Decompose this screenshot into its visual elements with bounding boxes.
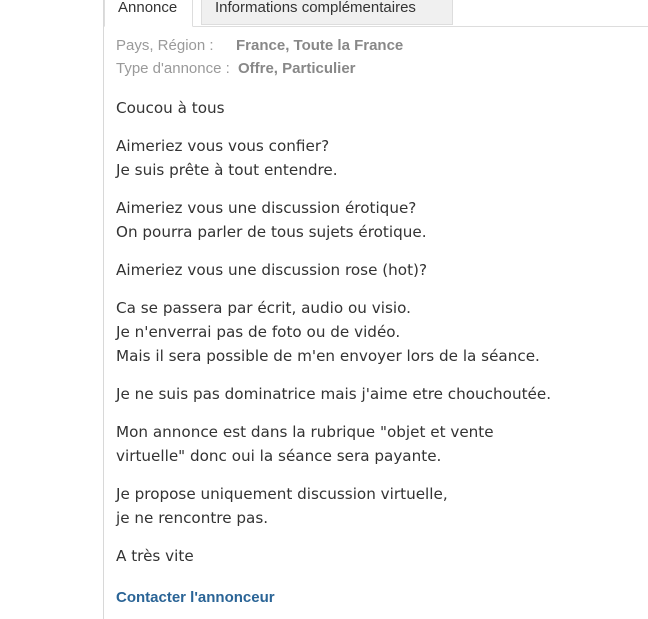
paragraph [116,482,636,530]
paragraph [116,96,636,120]
paragraph [116,134,636,182]
text-line: On pourra parler de tous sujets érotique. [116,223,427,241]
text-line: Je ne suis pas dominatrice mais j'aime etre chouchoutée. [116,385,552,403]
meta-type-row [116,60,356,77]
content-left-border [103,0,104,619]
meta-country-row [116,37,404,54]
paragraph [116,196,636,244]
meta-type-value: Offre, Particulier [237,60,356,77]
tab-annonce[interactable]: Annonce [104,0,193,27]
meta-country-label: Pays, Région : [116,37,214,54]
text-line: Aimeriez vous une discussion rose (hot)? [116,261,428,279]
text-line: Aimeriez vous vous confier? [116,137,330,155]
meta-country-value: France, Toute la France [236,37,404,54]
text-line: Ca se passera par écrit, audio ou visio. [116,299,411,317]
text-line: je ne rencontre pas. [116,509,269,527]
paragraph [116,296,636,368]
paragraph [116,258,636,282]
meta-type-label: Type d'annonce : [116,60,230,77]
text-line: Coucou à tous [116,99,225,117]
paragraph [116,382,636,406]
text-line: Je suis prête à tout entendre. [116,161,338,179]
paragraph [116,544,636,568]
text-line: Mais il sera possible de m'en envoyer lors de la séance. [116,347,540,365]
paragraph [116,420,636,468]
ad-description [116,96,636,582]
contact-advertiser-link[interactable]: Contacter l'annonceur [116,589,275,606]
text-line: virtuelle" donc oui la séance sera payante. [116,447,442,465]
tab-informations-complementaires[interactable]: Informations complémentaires [201,0,453,25]
text-line: Je propose uniquement discussion virtuelle, [116,485,448,503]
text-line: Aimeriez vous une discussion érotique? [116,199,417,217]
tab-bar [104,0,648,27]
text-line: Je n'enverrai pas de foto ou de vidéo. [116,323,401,341]
text-line: Mon annonce est dans la rubrique "objet et vente [116,423,494,441]
text-line: A très vite [116,547,194,565]
